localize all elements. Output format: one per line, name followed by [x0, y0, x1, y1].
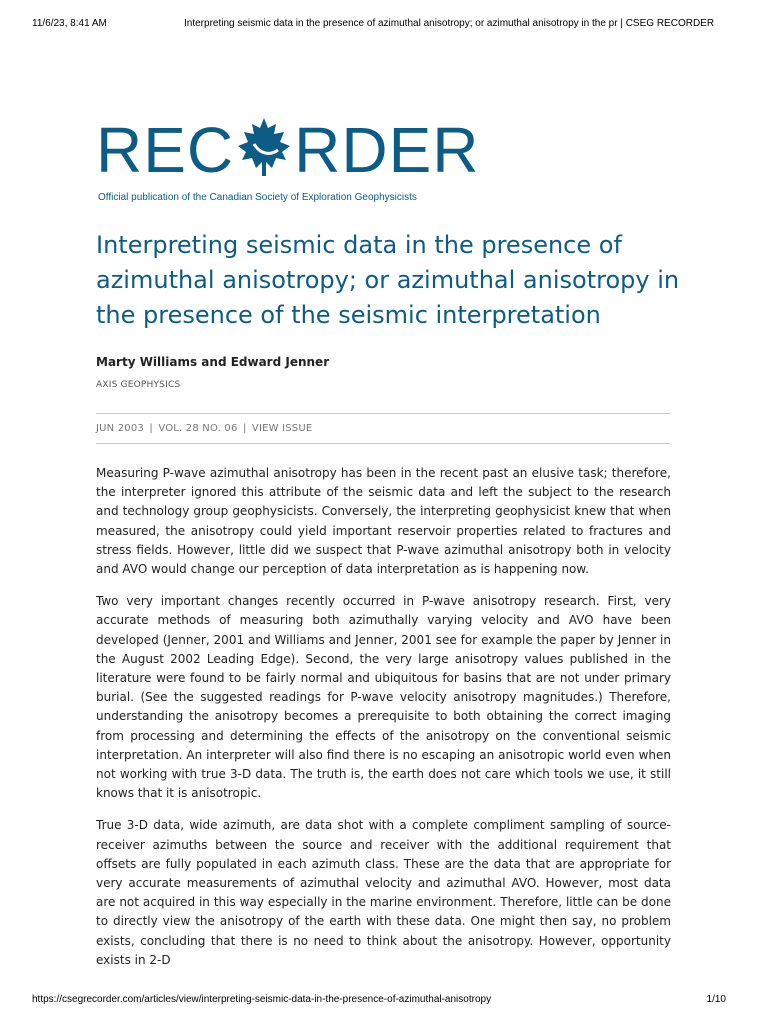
logo-tagline: Official publication of the Canadian Society of Exploration Geophysicists: [98, 192, 417, 203]
print-page-title: Interpreting seismic data in the presence of azimuthal anisotropy; or azimuthal anisotropy in the pr | CSEG RECORDER: [184, 18, 715, 29]
article-affiliation: AXIS GEOPHYSICS: [96, 380, 181, 390]
maple-leaf-icon: [232, 116, 296, 178]
body-paragraph: True 3-D data, wide azimuth, are data shot with a complete compliment sampling of source-receiver azimuths between the source and receiver with the additional requirement that offsets are fully populated in each azimuth class. These are the data that are appropriate for very accurate measurements of azimuthal velocity and azimuthal AVO. However, most data are not acquired in this way especially in the marine environment. Therefore, little can be done to directly view the anisotropy of the earth with these data. One might then say, no problem exists, concluding that there is no need to think about the anisotropy. However, opportunity exists in 2-D: [96, 818, 671, 967]
issue-separator: |: [149, 423, 153, 434]
article-title: Interpreting seismic data in the presence of azimuthal anisotropy; or azimuthal anisotropy in the presence of the seismic interpretation: [96, 231, 680, 329]
divider-top: [96, 413, 670, 414]
print-url: https://csegrecorder.com/articles/view/interpreting-seismic-data-in-the-presence-of-azimuthal-anisotropy: [32, 994, 492, 1005]
issue-info: [96, 423, 312, 434]
body-paragraph: Two very important changes recently occurred in P-wave anisotropy research. First, very accurate methods of measuring both azimuthally varying velocity and AVO have been developed (Jenner, 2001 and Williams and Jenner, 2001 see for example the paper by Jenner in the August 2002 Leading Edge). Second, the very large anisotropy values published in the literature were found to be fairly normal and ubiquitous for basins that are not under primary burial. (See the suggested readings for P-wave velocity anisotropy magnitudes.) Therefore, understanding the anisotropy becomes a prerequisite to both obtaining the correct imaging from processing and determining the effects of the anisotropy on the conventional seismic interpretation. An interpreter will also find there is no escaping an anisotropic world even when not working with true 3-D data. The truth is, the earth does not care which tools we use, it still knows that it is anisotropic.: [96, 594, 671, 801]
logo-text-after: RDER: [294, 114, 480, 186]
logo-text-before: REC: [96, 114, 235, 186]
article-authors: Marty Williams and Edward Jenner: [96, 355, 330, 369]
view-issue-link[interactable]: VIEW ISSUE: [251, 423, 313, 434]
recorder-logo[interactable]: [96, 114, 480, 206]
article-body: [96, 464, 671, 983]
print-datetime: 11/6/23, 8:41 AM: [32, 18, 107, 29]
print-page-number: 1/10: [706, 994, 726, 1005]
divider-bottom: [96, 443, 670, 444]
body-paragraph: Measuring P-wave azimuthal anisotropy has been in the recent past an elusive task; therefore, the interpreter ignored this attribute of the seismic data and left the subject to the research and technology group geophysicists. Conversely, the interpreting geophysicist knew that when measured, the anisotropy could yield important reservoir properties related to fractures and stress fields. However, little did we suspect that P-wave azimuthal anisotropy both in velocity and AVO would change our perception of data interpretation as is happening now.: [96, 466, 671, 577]
issue-date: JUN 2003: [96, 423, 144, 434]
issue-volume: VOL. 28 NO. 06: [158, 423, 238, 434]
logo-wordmark: [96, 114, 480, 186]
issue-separator: |: [242, 423, 247, 434]
